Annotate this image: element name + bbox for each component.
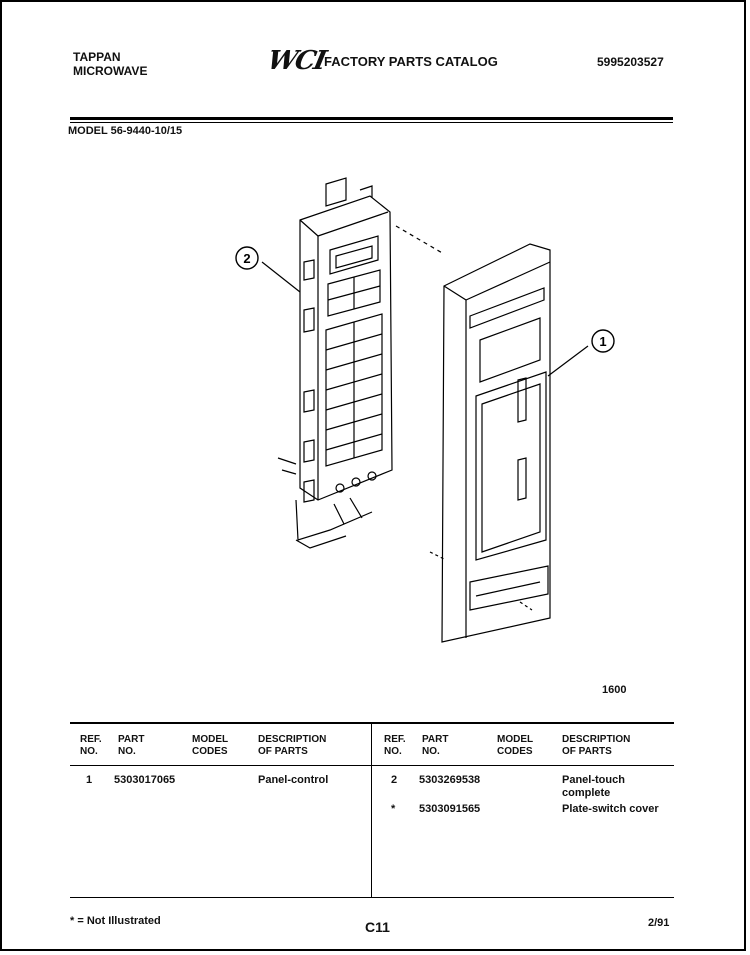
model-line: MODEL 56-9440-10/15 bbox=[68, 125, 183, 137]
catalog-title: FACTORY PARTS CATALOG bbox=[324, 54, 498, 69]
diagram-code: 1600 bbox=[602, 684, 627, 696]
table-bottom-rule bbox=[70, 897, 674, 898]
footer-note: * = Not Illustrated bbox=[70, 915, 161, 927]
catalog-number: 5995203527 bbox=[597, 55, 664, 69]
callout-1: 1 bbox=[599, 334, 607, 349]
header-rule-thick bbox=[70, 117, 673, 120]
header-part-no-right: PART NO. bbox=[422, 734, 449, 757]
row-1-part: 5303017065 bbox=[114, 774, 176, 786]
row-2-ref: 2 bbox=[391, 774, 398, 786]
exploded-parts-diagram bbox=[200, 170, 640, 660]
wci-logo: WCI bbox=[264, 46, 328, 76]
header-description-right: DESCRIPTION OF PARTS bbox=[562, 734, 631, 757]
footer-page: C11 bbox=[365, 919, 390, 935]
brand-line-2: MICROWAVE bbox=[73, 64, 148, 78]
header-rule-thin bbox=[70, 122, 673, 123]
brand-block bbox=[73, 50, 147, 78]
table-top-rule bbox=[70, 722, 674, 724]
row-3-description: Plate-switch cover bbox=[562, 803, 659, 815]
callout-2: 2 bbox=[243, 251, 251, 266]
row-3-ref: * bbox=[391, 803, 396, 815]
touch-panel-drawing bbox=[442, 244, 550, 642]
brand-line-1: TAPPAN bbox=[73, 50, 121, 64]
table-header-rule bbox=[70, 765, 674, 766]
row-2-part: 5303269538 bbox=[419, 774, 481, 786]
header-ref-no-right: REF. NO. bbox=[384, 734, 406, 757]
footer-date: 2/91 bbox=[648, 917, 670, 929]
header-description: DESCRIPTION OF PARTS bbox=[258, 734, 327, 757]
header-part-no: PART NO. bbox=[118, 734, 145, 757]
header-model-codes: MODEL CODES bbox=[192, 734, 229, 757]
header-ref-no: REF. NO. bbox=[80, 734, 102, 757]
header-model-codes-right: MODEL CODES bbox=[497, 734, 534, 757]
row-2-description: Panel-touch complete bbox=[562, 774, 625, 799]
row-1-ref: 1 bbox=[86, 774, 93, 786]
row-1-description: Panel-control bbox=[258, 774, 329, 786]
control-panel-drawing bbox=[278, 178, 392, 548]
table-divider bbox=[371, 722, 372, 898]
row-3-part: 5303091565 bbox=[419, 803, 481, 815]
